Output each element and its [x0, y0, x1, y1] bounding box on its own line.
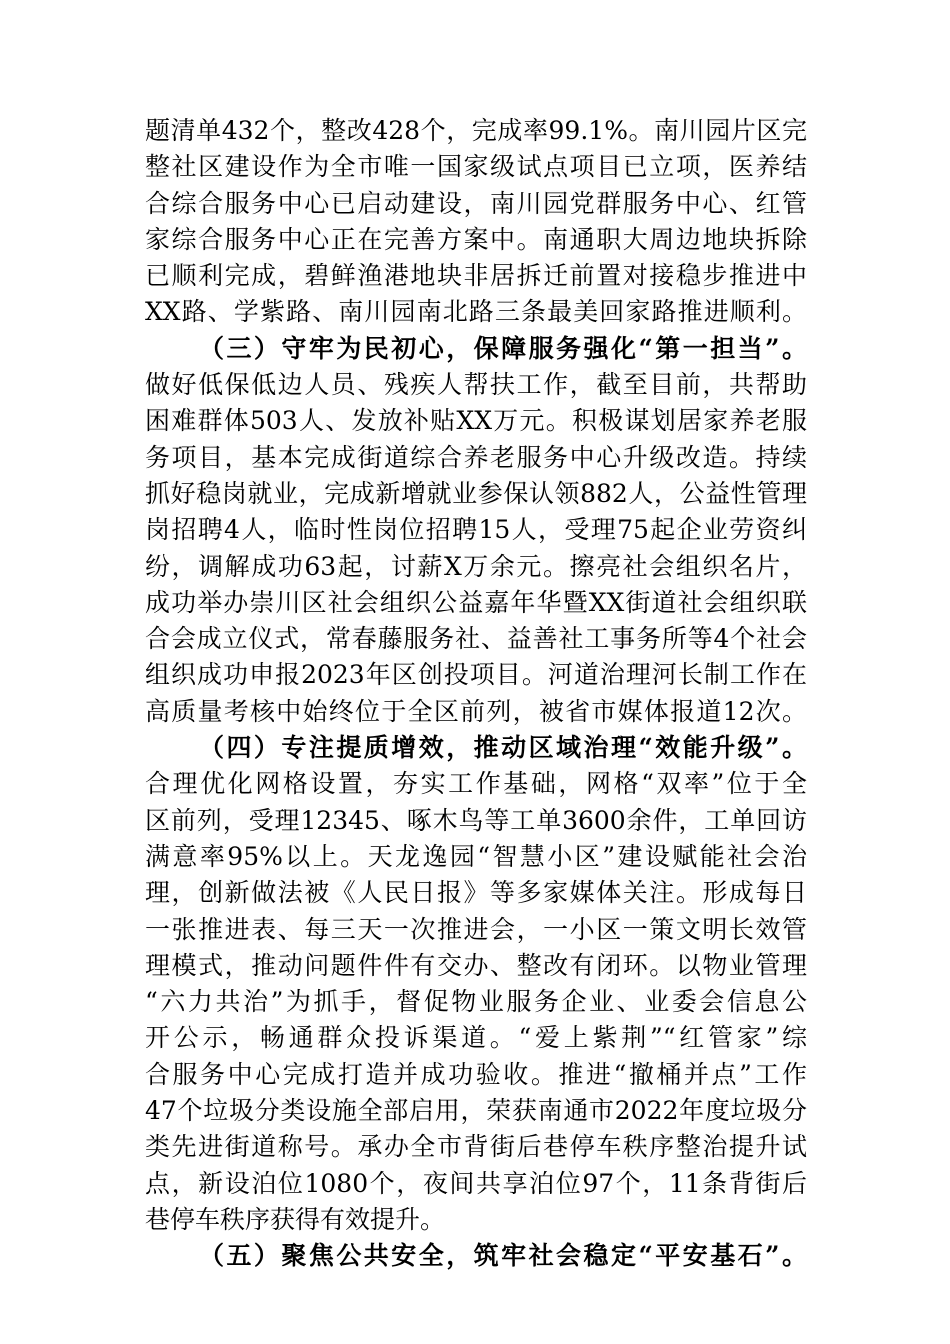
- body-line: XX路、学紫路、南川园南北路三条最美回家路推进顺利。: [145, 297, 807, 327]
- section-heading-4: （四）专注提质增效，推动区域治理“效能升级”。: [199, 733, 807, 763]
- body-line: 已顺利完成，碧鲜渔港地块非居拆迁前置对接稳步推进中: [145, 261, 807, 291]
- body-line: 理，创新做法被《人民日报》等多家媒体关注。形成每日: [145, 878, 807, 908]
- body-line: 类先进街道称号。承办全市背街后巷停车秩序整治提升试: [145, 1132, 807, 1162]
- body-line: 满意率95%以上。天龙逸园“智慧小区”建设赋能社会治: [145, 841, 807, 871]
- body-line: 务项目，基本完成街道综合养老服务中心升级改造。持续: [145, 442, 807, 472]
- body-line: 开公示，畅通群众投诉渠道。“爱上紫荆”“红管家”综: [145, 1023, 807, 1053]
- body-line: 困难群体503人、发放补贴XX万元。积极谋划居家养老服: [145, 406, 807, 436]
- body-line: 纷，调解成功63起，讨薪X万余元。擦亮社会组织名片，: [145, 551, 807, 581]
- body-line: 47个垃圾分类设施全部启用，荣获南通市2022年度垃圾分: [145, 1096, 807, 1126]
- body-line: 抓好稳岗就业，完成新增就业参保认领882人，公益性管理: [145, 478, 807, 508]
- body-line: 巷停车秩序获得有效提升。: [145, 1204, 446, 1234]
- body-line: 一张推进表、每三天一次推进会，一小区一策文明长效管: [145, 914, 807, 944]
- section-heading-3: （三）守牢为民初心，保障服务强化“第一担当”。: [199, 333, 807, 363]
- section-heading-5: （五）聚焦公共安全，筑牢社会稳定“平安基石”。: [199, 1241, 807, 1271]
- body-line: 合服务中心完成打造并成功验收。推进“撤桶并点”工作: [145, 1059, 807, 1089]
- body-line: 整社区建设作为全市唯一国家级试点项目已立项，医养结: [145, 152, 807, 182]
- body-line: 高质量考核中始终位于全区前列，被省市媒体报道12次。: [145, 696, 807, 726]
- body-line: 合理优化网格设置，夯实工作基础，网格“双率”位于全: [145, 769, 807, 799]
- body-line: 岗招聘4人，临时性岗位招聘15人，受理75起企业劳资纠: [145, 515, 807, 545]
- body-line: 组织成功申报2023年区创投项目。河道治理河长制工作在: [145, 660, 807, 690]
- body-line: 区前列，受理12345、啄木鸟等工单3600余件，工单回访: [145, 805, 807, 835]
- body-line: 做好低保低边人员、残疾人帮扶工作，截至目前，共帮助: [145, 370, 807, 400]
- body-line: 理模式，推动问题件件有交办、整改有闭环。以物业管理: [145, 950, 807, 980]
- body-line: “六力共治”为抓手，督促物业服务企业、业委会信息公: [145, 987, 807, 1017]
- body-line: 合综合服务中心已启动建设，南川园党群服务中心、红管: [145, 188, 807, 218]
- body-line: 点，新设泊位1080个，夜间共享泊位97个，11条背街后: [145, 1168, 807, 1198]
- body-line: 成功举办崇川区社会组织公益嘉年华暨XX街道社会组织联: [145, 587, 807, 617]
- body-line: 合会成立仪式，常春藤服务社、益善社工事务所等4个社会: [145, 624, 807, 654]
- body-line: 题清单432个，整改428个，完成率99.1%。南川园片区完: [145, 116, 807, 145]
- body-line: 家综合服务中心正在完善方案中。南通职大周边地块拆除: [145, 224, 807, 254]
- document-body: [145, 113, 807, 1275]
